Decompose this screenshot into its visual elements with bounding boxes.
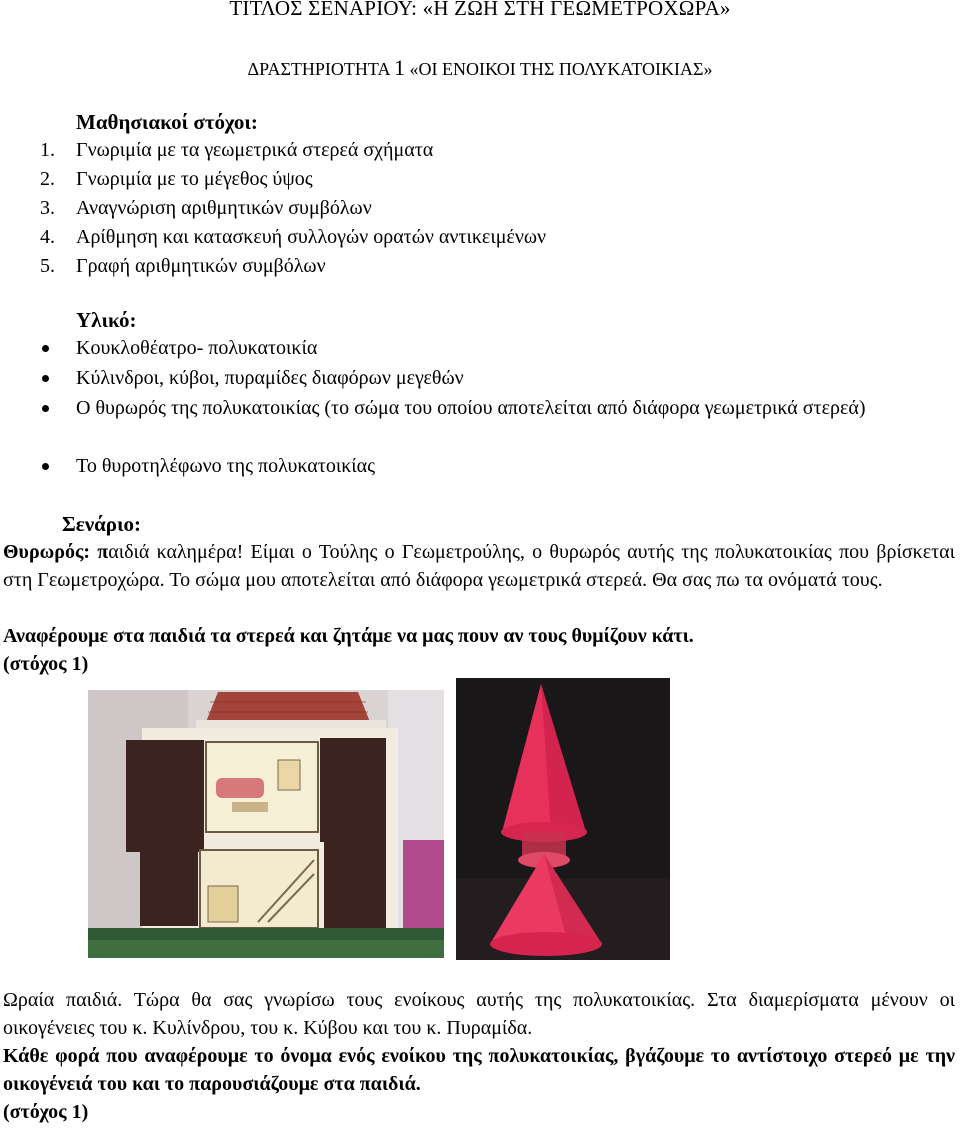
list-number: 1. <box>40 139 55 161</box>
speech-text: αιδιά καλημέρα! Είμαι ο Τούλης ο Γεωμετρούλης, ο θυρωρός αυτής της πολυκατοικίας που βρίσκεται στη Γεωμετροχώρα. Το σώμα μου αποτελείται από διάφορα γεωμετρικά στερεά. Θα σας πω τα ονόματά τους. <box>3 541 955 591</box>
list-item <box>40 194 546 223</box>
list-text: Αναγνώριση αριθμητικών συμβόλων <box>76 197 372 219</box>
list-text: Κουκλοθέατρο- πολυκατοικία <box>76 337 318 359</box>
activity-title <box>0 54 960 83</box>
neighbors-paragraph: Ωραία παιδιά. Τώρα θα σας γνωρίσω τους ενοίκους αυτής της πολυκατοικίας. Στα διαμερίσματα μένουν οι οικογένειες του κ. Κυλίνδρου, του κ. Κύβου και του κ. Πυραμίδα. <box>3 989 955 1039</box>
objectives-heading: Μαθησιακοί στόχοι: <box>76 110 258 134</box>
activity-number: 1 <box>393 55 405 80</box>
house-photo-drawing <box>88 690 444 958</box>
list-text: Γνωριμία με τα γεωμετρικά στερεά σχήματα <box>76 139 434 161</box>
list-number: 2. <box>40 168 55 190</box>
bullet-icon <box>42 345 49 352</box>
list-item <box>40 364 956 394</box>
materials-heading: Υλικό: <box>76 308 137 332</box>
list-item <box>40 452 956 482</box>
bullet-icon <box>42 463 49 470</box>
activity-name: «ΟΙ ΕΝΟΙΚΟΙ ΤΗΣ ΠΟΛΥΚΑΤΟΙΚΙΑΣ» <box>404 59 713 79</box>
bullet-icon <box>42 375 49 382</box>
objectives-list <box>40 136 546 281</box>
figure-photo-drawing <box>456 678 670 960</box>
instruction-2: Κάθε φορά που αναφέρουμε το όνομα ενός ενοίκου της πολυκατοικίας, βγάζουμε το αντίστοιχο στερεό με την οικογένειά του και το παρουσιάζουμε στα παιδιά. <box>3 1045 955 1095</box>
scenario-heading: Σενάριο: <box>62 512 142 536</box>
list-item <box>40 223 546 252</box>
list-item <box>40 136 546 165</box>
list-item <box>40 252 546 281</box>
list-number: 4. <box>40 226 55 248</box>
doorman-speech <box>3 538 955 594</box>
list-item <box>40 165 546 194</box>
list-text: Γνωριμία με το μέγεθος ύψος <box>76 168 313 190</box>
speaker-label: Θυρωρός: π <box>3 541 109 563</box>
list-item <box>40 334 956 364</box>
goal-1: (στόχος 1) <box>3 653 89 675</box>
scenario-title: ΤΙΤΛΟΣ ΣΕΝΑΡΙΟΥ: «Η ΖΩΗ ΣΤΗ ΓΕΩΜΕΤΡΟΧΩΡΑ» <box>229 0 731 20</box>
geometric-figure-photo <box>456 678 670 960</box>
list-number: 3. <box>40 197 55 219</box>
goal-2: (στόχος 1) <box>3 1101 89 1123</box>
materials-list <box>40 334 956 482</box>
house-puppet-theatre-photo <box>88 690 444 958</box>
list-text: Το θυροτηλέφωνο της πολυκατοικίας <box>76 455 376 477</box>
list-text: Ο θυρωρός της πολυκατοικίας (το σώμα του οποίου αποτελείται από διάφορα γεωμετρικά στερεά) <box>76 397 866 419</box>
list-number: 5. <box>40 255 55 277</box>
list-text: Κύλινδροι, κύβοι, πυραμίδες διαφόρων μεγεθών <box>76 367 464 389</box>
list-text: Γραφή αριθμητικών συμβόλων <box>76 255 326 277</box>
list-text: Αρίθμηση και κατασκευή συλλογών ορατών αντικειμένων <box>76 226 547 248</box>
list-item <box>40 394 956 452</box>
bullet-icon <box>42 405 49 412</box>
activity-prefix: ΔΡΑΣΤΗΡΙΟΤΗΤΑ <box>247 59 394 79</box>
instruction-1: Αναφέρουμε στα παιδιά τα στερεά και ζητάμε να μας πουν αν τους θυμίζουν κάτι. <box>3 625 694 647</box>
